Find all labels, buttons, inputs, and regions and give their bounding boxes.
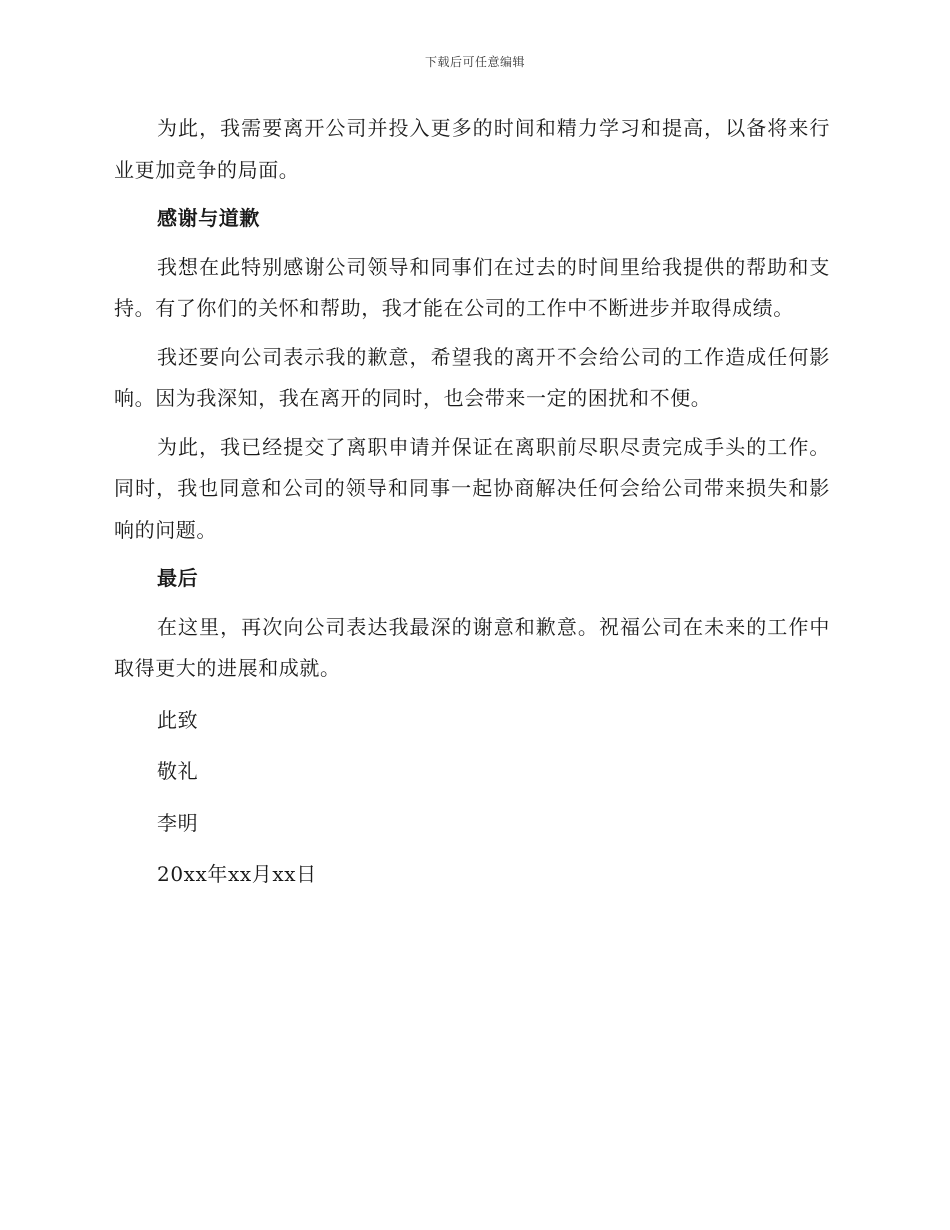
signature-name: 李明 [157, 810, 199, 835]
paragraph-4: 为此，我已经提交了离职申请并保证在离职前尽职尽责完成手头的工作。同时，我也同意和公司的领导和同事一起协商解决任何会给公司带来损失和影响的问题。 [114, 434, 830, 542]
paragraph-1: 为此，我需要离开公司并投入更多的时间和精力学习和提高，以备将来行业更加竞争的局面。 [114, 116, 830, 182]
section-heading-thanks-apology: 感谢与道歉 [157, 206, 260, 230]
page-header-note: 下载后可任意编辑 [424, 55, 525, 69]
paragraph-3: 我还要向公司表示我的歉意，希望我的离开不会给公司的工作造成任何影响。因为我深知，我在离开的同时，也会带来一定的困扰和不便。 [114, 344, 830, 410]
closing-salutation-2: 敬礼 [157, 759, 199, 783]
section-heading-final: 最后 [157, 566, 199, 590]
document-body [114, 108, 830, 896]
closing-salutation-1: 此致 [157, 707, 199, 732]
paragraph-2: 我想在此特别感谢公司领导和同事们在过去的时间里给我提供的帮助和支持。有了你们的关怀和帮助，我才能在公司的工作中不断进步并取得成绩。 [114, 254, 830, 320]
paragraph-5: 在这里，再次向公司表达我最深的谢意和歉意。祝福公司在未来的工作中取得更大的进展和成就。 [114, 614, 830, 680]
signature-date: 20xx年xx月xx日 [157, 862, 317, 886]
